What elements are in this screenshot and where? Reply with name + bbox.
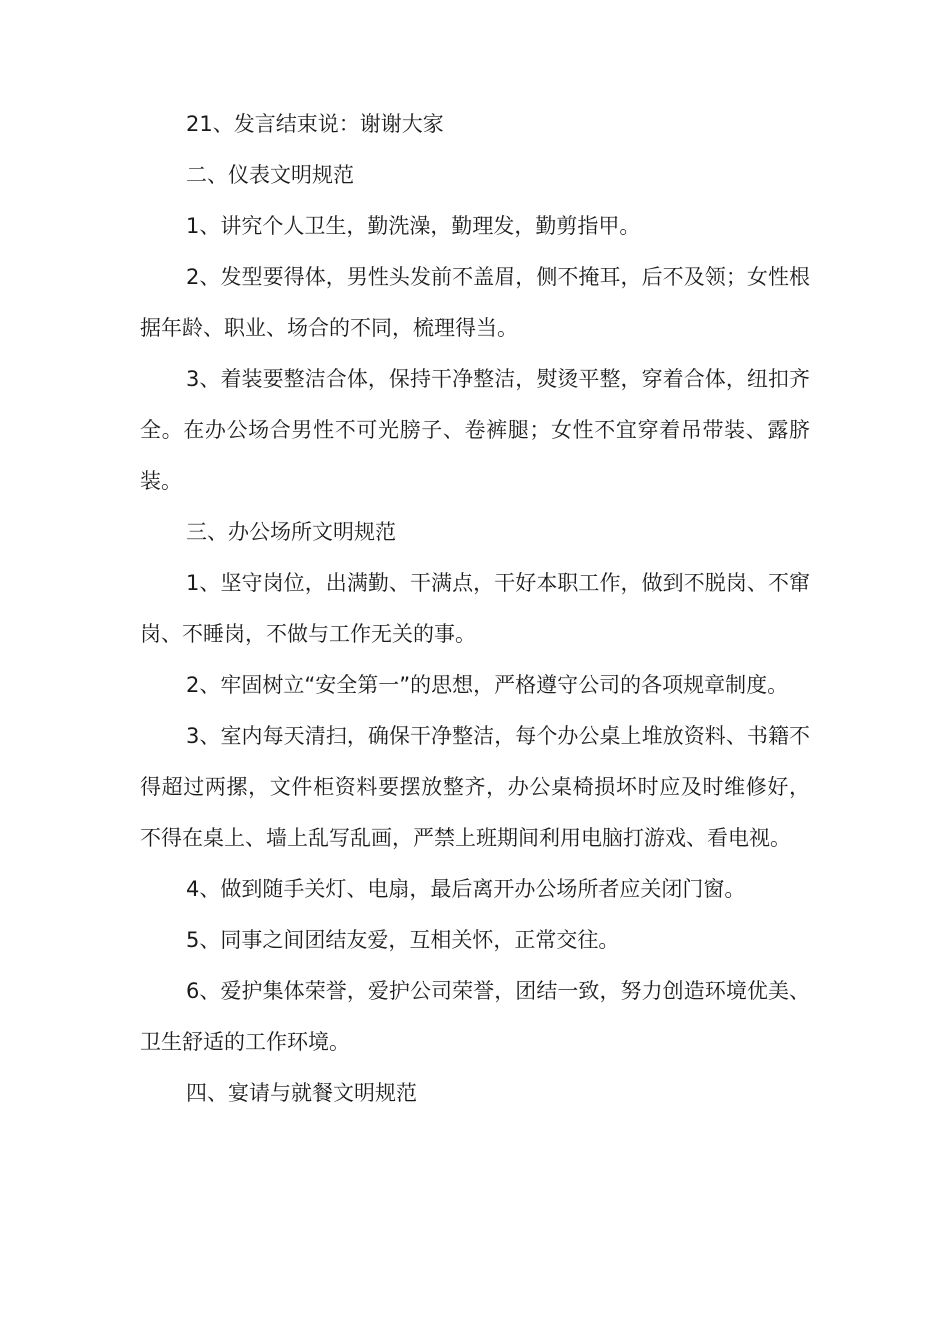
paragraph-post-duty: 1、坚守岗位，出满勤、干满点，干好本职工作，做到不脱岗、不窜岗、不睡岗，不做与工作无关的事。 xyxy=(140,571,810,646)
paragraph-lights: 4、做到随手关灯、电扇，最后离开办公场所者应关闭门窗。 xyxy=(186,877,746,901)
section-heading-office: 三、办公场所文明规范 xyxy=(186,520,396,544)
paragraph-colleagues: 5、同事之间团结友爱，互相关怀，正常交往。 xyxy=(186,928,620,952)
paragraph-safety: 2、牢固树立“安全第一”的思想，严格遵守公司的各项规章制度。 xyxy=(186,673,789,697)
section-heading-dining: 四、宴请与就餐文明规范 xyxy=(186,1081,417,1105)
section-heading-appearance: 二、仪表文明规范 xyxy=(186,163,354,187)
paragraph-attire: 3、着装要整洁合体，保持干净整洁，熨烫平整，穿着合体，纽扣齐全。在办公场合男性不可光膀子、卷裤腿；女性不宜穿着吊带装、露脐装。 xyxy=(140,367,810,493)
paragraph-hairstyle: 2、发型要得体，男性头发前不盖眉，侧不掩耳，后不及领；女性根据年龄、职业、场合的不同，梳理得当。 xyxy=(140,265,810,340)
document-body xyxy=(140,99,810,1119)
paragraph-cleaning: 3、室内每天清扫，确保干净整洁，每个办公桌上堆放资料、书籍不得超过两摞，文件柜资料要摆放整齐，办公桌椅损坏时应及时维修好，不得在桌上、墙上乱写乱画，严禁上班期间利用电脑打游戏、看电视。 xyxy=(140,724,810,850)
paragraph-closing-remark: 21、发言结束说：谢谢大家 xyxy=(186,112,444,136)
paragraph-honor: 6、爱护集体荣誉，爱护公司荣誉，团结一致，努力创造环境优美、卫生舒适的工作环境。 xyxy=(140,979,810,1054)
paragraph-hygiene: 1、讲究个人卫生，勤洗澡，勤理发，勤剪指甲。 xyxy=(186,214,641,238)
